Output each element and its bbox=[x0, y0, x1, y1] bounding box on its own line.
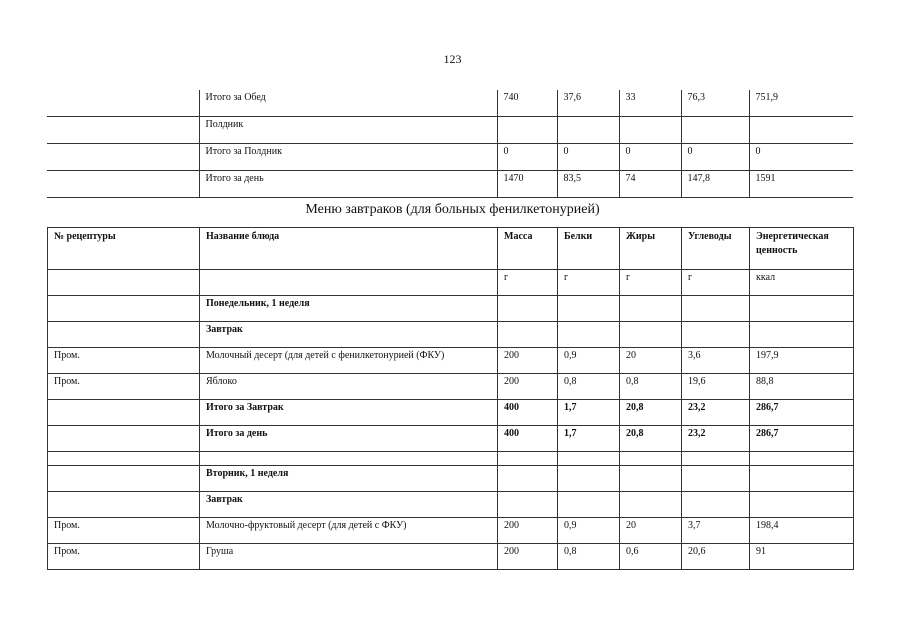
recipe-number: Пром. bbox=[48, 374, 200, 400]
table-cell bbox=[47, 90, 199, 117]
mass-value: 200 bbox=[498, 544, 558, 570]
row-label: Итого за Обед bbox=[199, 90, 497, 117]
meal-heading-row bbox=[48, 322, 854, 348]
table-row bbox=[48, 544, 854, 570]
meal-heading: Завтрак bbox=[200, 492, 498, 518]
protein-value: 0,9 bbox=[558, 348, 620, 374]
table-cell bbox=[48, 270, 200, 296]
protein-value: 0,9 bbox=[558, 518, 620, 544]
table-cell bbox=[558, 452, 620, 466]
energy-value: 91 bbox=[750, 544, 854, 570]
dish-name: Яблоко bbox=[200, 374, 498, 400]
page-number: 123 bbox=[443, 52, 462, 66]
header-fat: Жиры bbox=[620, 228, 682, 270]
table-row bbox=[48, 518, 854, 544]
carbs-value: 19,6 bbox=[682, 374, 750, 400]
row-label: Итого за Полдник bbox=[199, 144, 497, 171]
day-heading-row bbox=[48, 466, 854, 492]
units-row bbox=[48, 270, 854, 296]
table-cell bbox=[750, 296, 854, 322]
protein-value: 0 bbox=[557, 144, 619, 171]
table-cell bbox=[620, 466, 682, 492]
energy-value: 1591 bbox=[749, 171, 853, 198]
table-cell bbox=[48, 426, 200, 452]
table-cell bbox=[48, 322, 200, 348]
fat-value: 74 bbox=[619, 171, 681, 198]
protein-value: 37,6 bbox=[557, 90, 619, 117]
energy-value: 198,4 bbox=[750, 518, 854, 544]
mass-value: 400 bbox=[498, 426, 558, 452]
carbs-value: 20,6 bbox=[682, 544, 750, 570]
table-cell bbox=[558, 492, 620, 518]
energy-value: 751,9 bbox=[749, 90, 853, 117]
table-cell bbox=[200, 452, 498, 466]
mass-value: 400 bbox=[498, 400, 558, 426]
table-cell bbox=[620, 296, 682, 322]
table-cell bbox=[47, 117, 199, 144]
dish-name: Груша bbox=[200, 544, 498, 570]
dish-name: Молочный десерт (для детей с фенилкетонурией (ФКУ) bbox=[200, 348, 498, 374]
fat-value: 20 bbox=[620, 348, 682, 374]
table-cell bbox=[558, 466, 620, 492]
energy-value: 88,8 bbox=[750, 374, 854, 400]
mass-value: 200 bbox=[498, 518, 558, 544]
table-cell bbox=[682, 452, 750, 466]
fat-value: 20 bbox=[620, 518, 682, 544]
day-heading: Вторник, 1 неделя bbox=[200, 466, 498, 492]
protein-value: 0,8 bbox=[558, 544, 620, 570]
header-recipe: № рецептуры bbox=[48, 228, 200, 270]
table-cell bbox=[48, 400, 200, 426]
table-row bbox=[48, 374, 854, 400]
carbs-value: 3,6 bbox=[682, 348, 750, 374]
spacer-row bbox=[48, 452, 854, 466]
menu-title: Меню завтраков (для больных фенилкетонурией) bbox=[305, 202, 600, 217]
recipe-number: Пром. bbox=[48, 348, 200, 374]
protein-value: 1,7 bbox=[558, 400, 620, 426]
row-label: Полдник bbox=[199, 117, 497, 144]
dish-name: Молочно-фруктовый десерт (для детей с ФКУ) bbox=[200, 518, 498, 544]
table-cell bbox=[750, 492, 854, 518]
fat-value: 20,8 bbox=[620, 426, 682, 452]
header-carbs: Углеводы bbox=[682, 228, 750, 270]
table-cell bbox=[620, 322, 682, 348]
protein-value: 83,5 bbox=[557, 171, 619, 198]
carbs-value: 76,3 bbox=[681, 90, 749, 117]
table-cell bbox=[682, 492, 750, 518]
table-cell bbox=[498, 492, 558, 518]
carbs-value: 3,7 bbox=[682, 518, 750, 544]
energy-value: 286,7 bbox=[750, 400, 854, 426]
recipe-number: Пром. bbox=[48, 544, 200, 570]
table-cell bbox=[750, 466, 854, 492]
table-cell bbox=[498, 296, 558, 322]
summary-table bbox=[47, 90, 853, 198]
table-cell bbox=[47, 171, 199, 198]
table-cell bbox=[48, 296, 200, 322]
meal-heading-row bbox=[48, 492, 854, 518]
fat-value: 33 bbox=[619, 90, 681, 117]
mass-value: 200 bbox=[498, 374, 558, 400]
table-cell bbox=[558, 296, 620, 322]
day-heading: Понедельник, 1 неделя bbox=[200, 296, 498, 322]
fat-value: 0,8 bbox=[620, 374, 682, 400]
mass-value: 1470 bbox=[497, 171, 557, 198]
menu-table bbox=[47, 227, 854, 570]
total-label: Итого за день bbox=[200, 426, 498, 452]
fat-value: 20,8 bbox=[620, 400, 682, 426]
table-cell bbox=[682, 296, 750, 322]
fat-value: 0 bbox=[619, 144, 681, 171]
table-row bbox=[47, 117, 853, 144]
energy-value: 0 bbox=[749, 144, 853, 171]
energy-value bbox=[749, 117, 853, 144]
table-cell bbox=[620, 452, 682, 466]
row-label: Итого за день bbox=[199, 171, 497, 198]
carbs-value: 23,2 bbox=[682, 426, 750, 452]
total-label: Итого за Завтрак bbox=[200, 400, 498, 426]
mass-value bbox=[497, 117, 557, 144]
table-cell bbox=[498, 322, 558, 348]
protein-value: 0,8 bbox=[558, 374, 620, 400]
table-row bbox=[48, 348, 854, 374]
table-cell bbox=[48, 492, 200, 518]
unit-mass: г bbox=[498, 270, 558, 296]
table-cell bbox=[498, 452, 558, 466]
mass-value: 740 bbox=[497, 90, 557, 117]
fat-value: 0,6 bbox=[620, 544, 682, 570]
table-cell bbox=[558, 322, 620, 348]
fat-value bbox=[619, 117, 681, 144]
mass-value: 0 bbox=[497, 144, 557, 171]
table-cell bbox=[47, 144, 199, 171]
energy-value: 286,7 bbox=[750, 426, 854, 452]
energy-value: 197,9 bbox=[750, 348, 854, 374]
table-cell bbox=[48, 466, 200, 492]
meal-heading: Завтрак bbox=[200, 322, 498, 348]
carbs-value bbox=[681, 117, 749, 144]
table-cell bbox=[200, 270, 498, 296]
carbs-value: 0 bbox=[681, 144, 749, 171]
recipe-number: Пром. bbox=[48, 518, 200, 544]
unit-protein: г bbox=[558, 270, 620, 296]
table-cell bbox=[750, 322, 854, 348]
unit-energy: ккал bbox=[750, 270, 854, 296]
table-cell bbox=[682, 322, 750, 348]
header-row bbox=[48, 228, 854, 270]
header-mass: Масса bbox=[498, 228, 558, 270]
unit-fat: г bbox=[620, 270, 682, 296]
protein-value: 1,7 bbox=[558, 426, 620, 452]
table-cell bbox=[750, 452, 854, 466]
table-row bbox=[47, 171, 853, 198]
day-heading-row bbox=[48, 296, 854, 322]
carbs-value: 23,2 bbox=[682, 400, 750, 426]
unit-carbs: г bbox=[682, 270, 750, 296]
table-cell bbox=[48, 452, 200, 466]
header-energy: Энергетическая ценность bbox=[750, 228, 854, 270]
table-row bbox=[47, 144, 853, 171]
header-protein: Белки bbox=[558, 228, 620, 270]
protein-value bbox=[557, 117, 619, 144]
total-row bbox=[48, 426, 854, 452]
header-dish: Название блюда bbox=[200, 228, 498, 270]
mass-value: 200 bbox=[498, 348, 558, 374]
carbs-value: 147,8 bbox=[681, 171, 749, 198]
table-cell bbox=[498, 466, 558, 492]
table-row bbox=[47, 90, 853, 117]
total-row bbox=[48, 400, 854, 426]
table-cell bbox=[682, 466, 750, 492]
table-cell bbox=[620, 492, 682, 518]
